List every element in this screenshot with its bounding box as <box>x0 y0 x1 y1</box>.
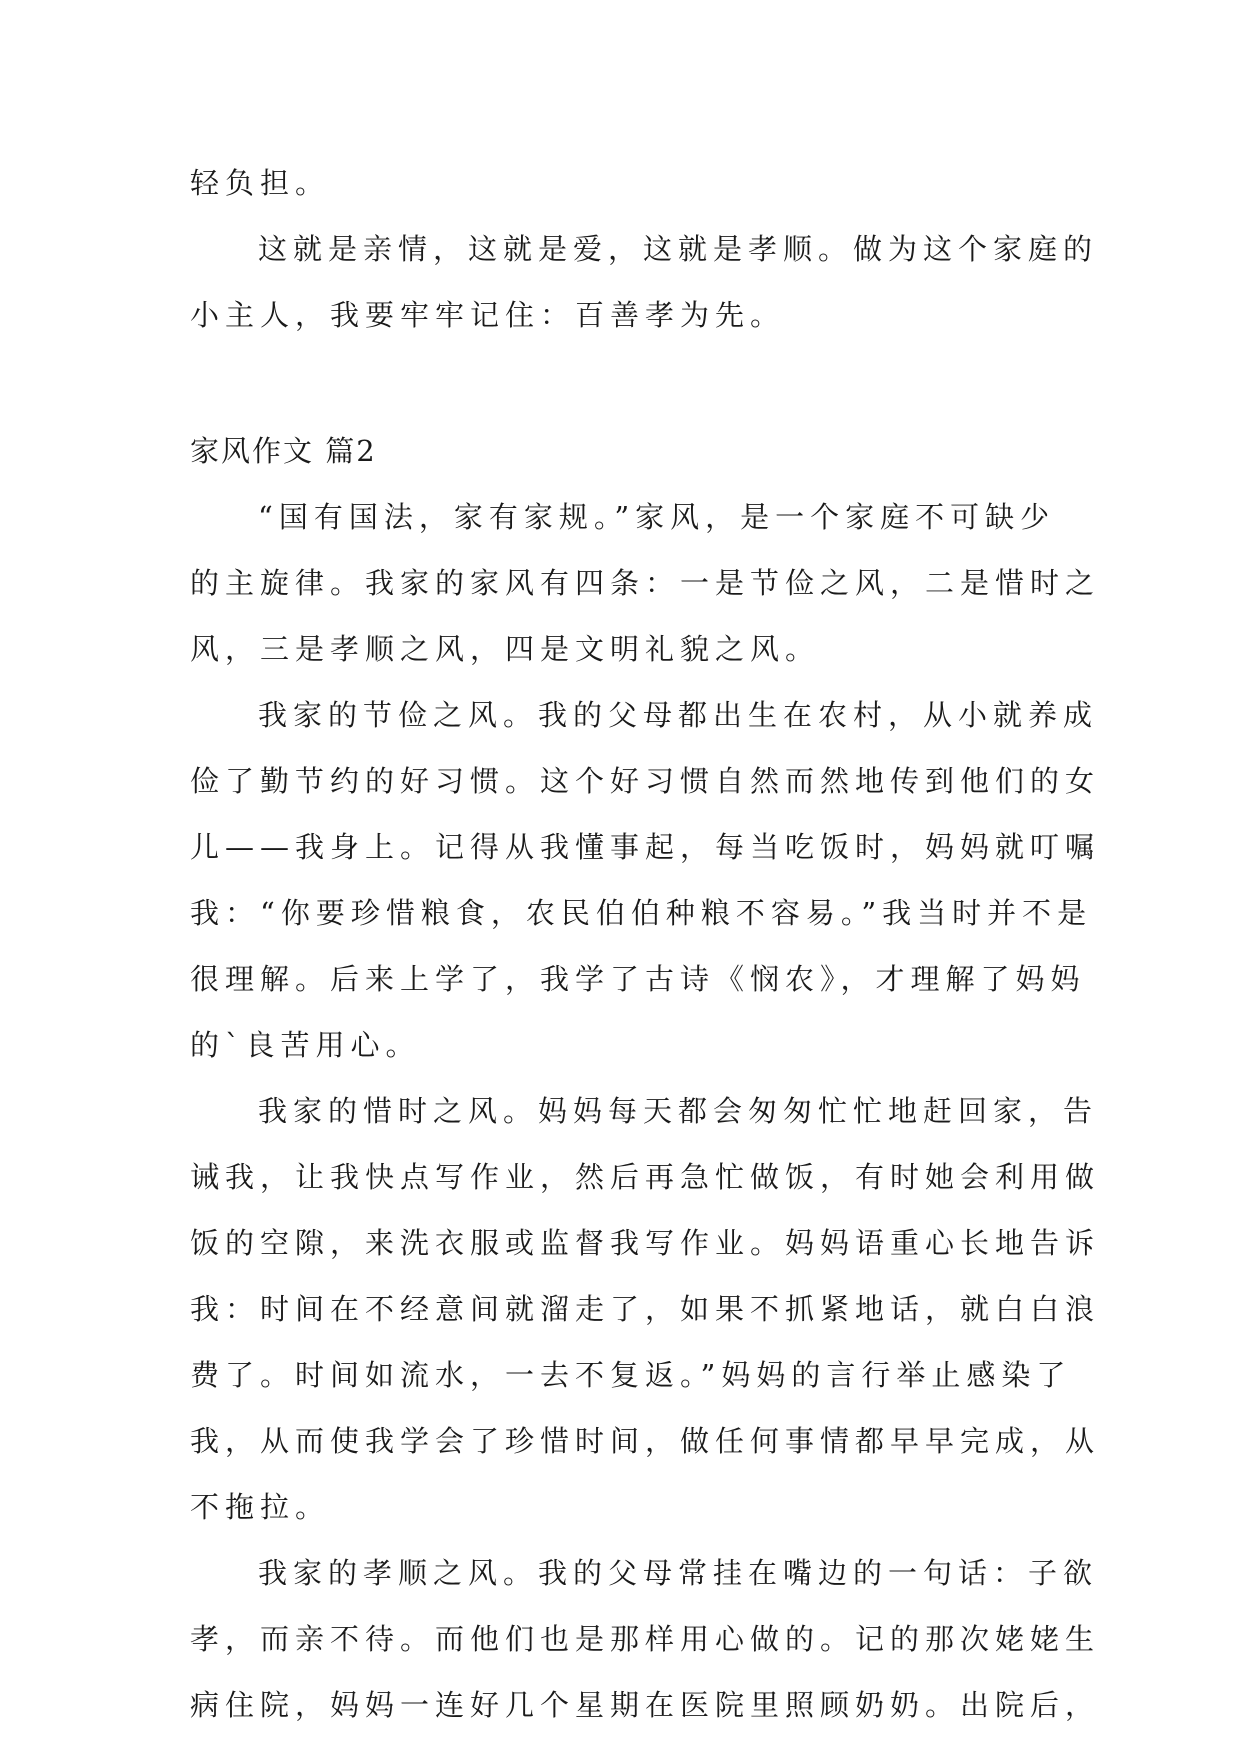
text-line: 诫我，让我快点写作业，然后再急忙做饭，有时她会利用做 <box>190 1160 1101 1194</box>
text-line: 我家的惜时之风。妈妈每天都会匆匆忙忙地赶回家，告 <box>258 1094 1099 1128</box>
text-line: 我：“你要珍惜粮食，农民伯伯种粮不容易。”我当时并不是 <box>190 896 1093 930</box>
text-line: 费了。时间如流水，一去不复返。”妈妈的言行举止感染了 <box>190 1358 1072 1392</box>
text-line: 病住院，妈妈一连好几个星期在医院里照顾奶奶。出院后， <box>190 1688 1101 1722</box>
text-line: 的主旋律。我家的家风有四条：一是节俭之风，二是惜时之 <box>190 566 1101 600</box>
text-line: 孝，而亲不待。而他们也是那样用心做的。记的那次姥姥生 <box>190 1622 1101 1656</box>
text-line: 饭的空隙，来洗衣服或监督我写作业。妈妈语重心长地告诉 <box>190 1226 1101 1260</box>
document-content <box>190 150 1101 1738</box>
text-line: 不拖拉。 <box>190 1490 331 1524</box>
text-line: “国有国法，家有家规。”家风，是一个家庭不可缺少 <box>258 500 1056 534</box>
text-line: 风，三是孝顺之风，四是文明礼貌之风。 <box>190 632 821 666</box>
text-line: 我家的节俭之风。我的父母都出生在农村，从小就养成 <box>258 698 1099 732</box>
text-line: 俭了勤节约的好习惯。这个好习惯自然而然地传到他们的女 <box>190 764 1101 798</box>
text-line: 轻负担。 <box>190 166 331 200</box>
section-spacer <box>190 348 1070 418</box>
text-line: 我，从而使我学会了珍惜时间，做任何事情都早早完成，从 <box>190 1424 1101 1458</box>
text-line: 我家的孝顺之风。我的父母常挂在嘴边的一句话：子欲 <box>258 1556 1099 1590</box>
text-line: 这就是亲情，这就是爱，这就是孝顺。做为这个家庭的 <box>258 232 1099 266</box>
text-line: 很理解。后来上学了，我学了古诗《悯农》，才理解了妈妈 <box>190 962 1086 996</box>
text-line: 我：时间在不经意间就溜走了，如果不抓紧地话，就白白浪 <box>190 1292 1101 1326</box>
text-line: 的`良苦用心。 <box>190 1028 421 1062</box>
section-title: 家风作文 篇2 <box>190 434 377 468</box>
text-line: 小主人，我要牢牢记住：百善孝为先。 <box>190 298 786 332</box>
text-line: 儿——我身上。记得从我懂事起，每当吃饭时，妈妈就叮嘱 <box>190 830 1101 864</box>
